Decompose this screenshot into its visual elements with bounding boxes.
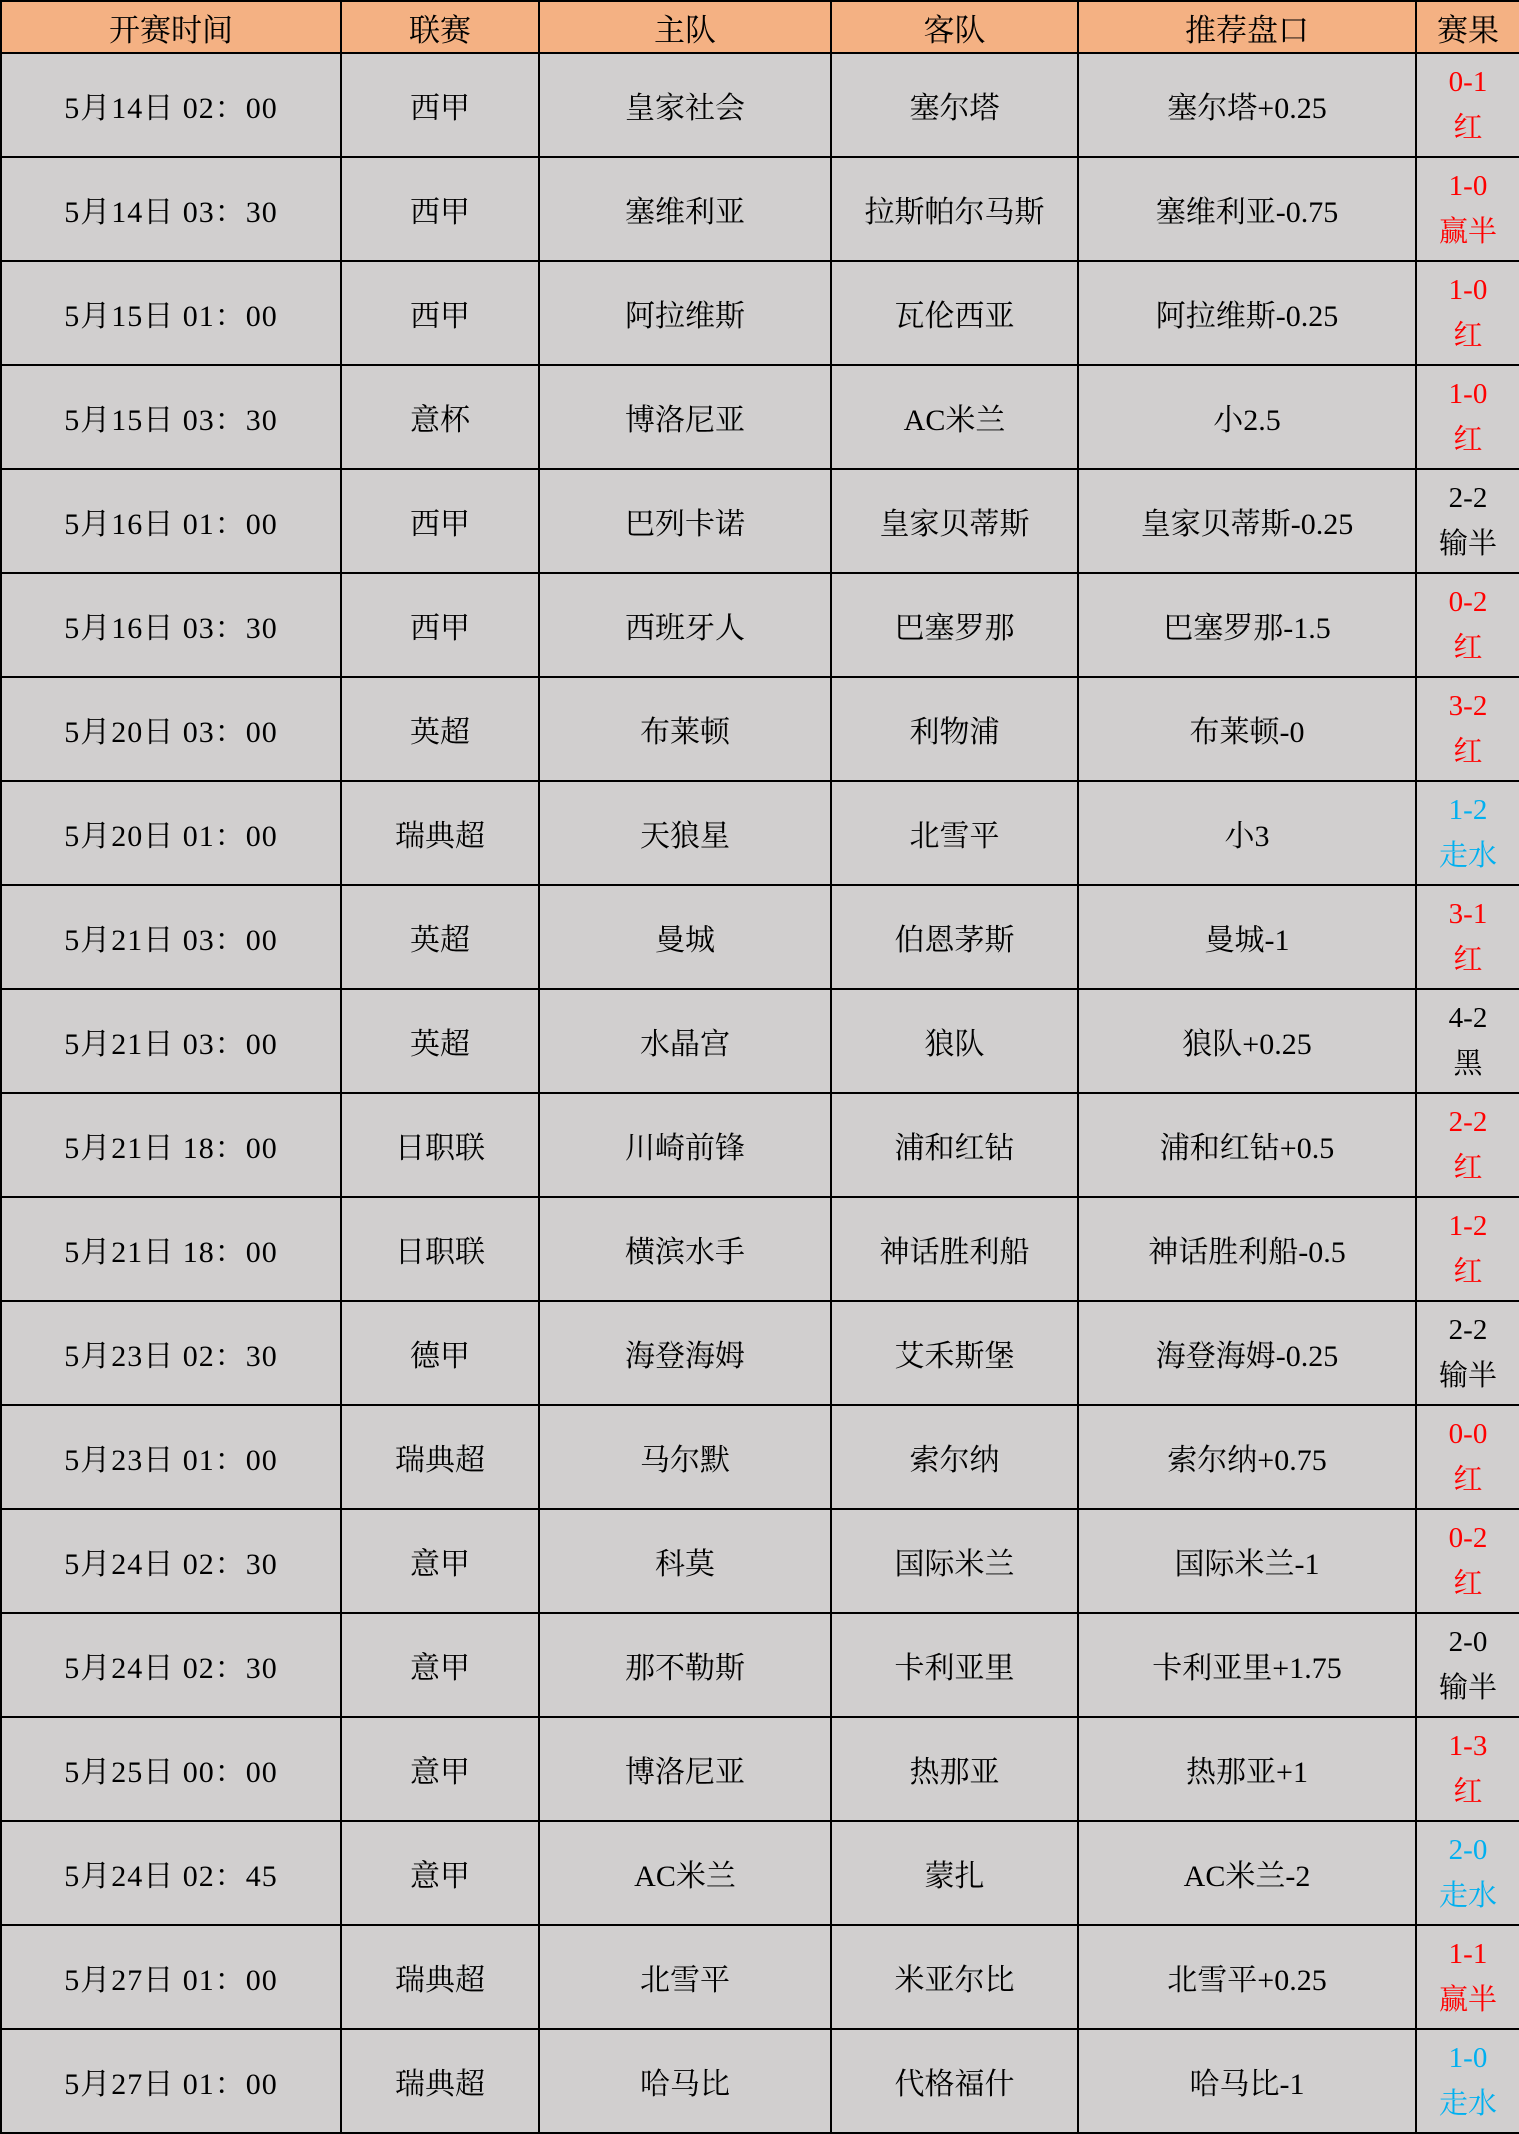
- result-score: 2-0: [1448, 1626, 1488, 1658]
- kickoff-time-cell: 5月21日 03：00: [1, 885, 341, 989]
- match-row: [1, 677, 1519, 781]
- result-verdict: 红: [1453, 736, 1483, 768]
- home-team-cell: 阿拉维斯: [539, 261, 831, 365]
- home-team-cell: 横滨水手: [539, 1197, 831, 1301]
- result-verdict: 红: [1453, 1568, 1483, 1600]
- result-verdict: 红: [1453, 1152, 1483, 1184]
- away-team-cell: 拉斯帕尔马斯: [831, 157, 1078, 261]
- header-away-team: 客队: [831, 1, 1078, 53]
- result-cell: [1416, 781, 1519, 885]
- result-cell: [1416, 1405, 1519, 1509]
- result-score: 2-2: [1448, 482, 1488, 514]
- handicap-cell: 阿拉维斯-0.25: [1078, 261, 1416, 365]
- header-result: 赛果: [1416, 1, 1519, 53]
- handicap-cell: 海登海姆-0.25: [1078, 1301, 1416, 1405]
- match-row: [1, 157, 1519, 261]
- league-cell: 瑞典超: [341, 781, 539, 885]
- match-row: [1, 1717, 1519, 1821]
- handicap-cell: 哈马比-1: [1078, 2029, 1416, 2133]
- result-score: 2-0: [1448, 1834, 1488, 1866]
- result-score: 1-2: [1448, 794, 1488, 826]
- result-score: 0-1: [1448, 66, 1488, 98]
- match-row: [1, 1301, 1519, 1405]
- result-verdict: 红: [1453, 1256, 1483, 1288]
- league-cell: 英超: [341, 677, 539, 781]
- match-row: [1, 573, 1519, 677]
- result-score: 1-1: [1448, 1938, 1488, 1970]
- handicap-cell: 曼城-1: [1078, 885, 1416, 989]
- match-row: [1, 1197, 1519, 1301]
- handicap-cell: 卡利亚里+1.75: [1078, 1613, 1416, 1717]
- away-team-cell: 卡利亚里: [831, 1613, 1078, 1717]
- league-cell: 日职联: [341, 1093, 539, 1197]
- away-team-cell: 蒙扎: [831, 1821, 1078, 1925]
- away-team-cell: 热那亚: [831, 1717, 1078, 1821]
- header-handicap: 推荐盘口: [1078, 1, 1416, 53]
- result-cell: [1416, 677, 1519, 781]
- match-row: [1, 1093, 1519, 1197]
- league-cell: 瑞典超: [341, 1925, 539, 2029]
- result-score: 1-0: [1448, 378, 1488, 410]
- match-row: [1, 781, 1519, 885]
- result-verdict: 红: [1453, 1464, 1483, 1496]
- result-verdict: 红: [1453, 1776, 1483, 1808]
- kickoff-time-cell: 5月27日 01：00: [1, 1925, 341, 2029]
- result-verdict: 走水: [1438, 2088, 1497, 2120]
- kickoff-time-cell: 5月21日 18：00: [1, 1197, 341, 1301]
- result-score: 3-2: [1448, 690, 1488, 722]
- result-cell: [1416, 1509, 1519, 1613]
- result-score: 1-3: [1448, 1730, 1488, 1762]
- kickoff-time-cell: 5月20日 03：00: [1, 677, 341, 781]
- result-cell: [1416, 1925, 1519, 2029]
- result-cell: [1416, 261, 1519, 365]
- home-team-cell: 布莱顿: [539, 677, 831, 781]
- handicap-cell: 小3: [1078, 781, 1416, 885]
- match-row: [1, 1405, 1519, 1509]
- result-score: 0-0: [1448, 1418, 1488, 1450]
- result-score: 0-2: [1448, 1522, 1488, 1554]
- away-team-cell: 北雪平: [831, 781, 1078, 885]
- handicap-cell: 塞尔塔+0.25: [1078, 53, 1416, 157]
- match-row: [1, 1925, 1519, 2029]
- away-team-cell: 狼队: [831, 989, 1078, 1093]
- result-verdict: 输半: [1438, 528, 1497, 560]
- handicap-cell: 布莱顿-0: [1078, 677, 1416, 781]
- result-cell: [1416, 53, 1519, 157]
- league-cell: 西甲: [341, 261, 539, 365]
- home-team-cell: 哈马比: [539, 2029, 831, 2133]
- league-cell: 德甲: [341, 1301, 539, 1405]
- match-row: [1, 885, 1519, 989]
- result-cell: [1416, 365, 1519, 469]
- home-team-cell: 博洛尼亚: [539, 365, 831, 469]
- kickoff-time-cell: 5月27日 01：00: [1, 2029, 341, 2133]
- league-cell: 日职联: [341, 1197, 539, 1301]
- kickoff-time-cell: 5月15日 03：30: [1, 365, 341, 469]
- home-team-cell: 北雪平: [539, 1925, 831, 2029]
- result-verdict: 走水: [1438, 1880, 1497, 1912]
- league-cell: 英超: [341, 885, 539, 989]
- league-cell: 意甲: [341, 1509, 539, 1613]
- away-team-cell: AC米兰: [831, 365, 1078, 469]
- handicap-cell: 国际米兰-1: [1078, 1509, 1416, 1613]
- kickoff-time-cell: 5月14日 03：30: [1, 157, 341, 261]
- result-verdict: 红: [1453, 632, 1483, 664]
- away-team-cell: 皇家贝蒂斯: [831, 469, 1078, 573]
- league-cell: 意甲: [341, 1821, 539, 1925]
- result-verdict: 红: [1453, 944, 1483, 976]
- result-verdict: 红: [1453, 424, 1483, 456]
- result-cell: [1416, 1613, 1519, 1717]
- home-team-cell: 水晶宫: [539, 989, 831, 1093]
- home-team-cell: 曼城: [539, 885, 831, 989]
- kickoff-time-cell: 5月24日 02：45: [1, 1821, 341, 1925]
- result-cell: [1416, 1093, 1519, 1197]
- handicap-cell: 浦和红钻+0.5: [1078, 1093, 1416, 1197]
- league-cell: 英超: [341, 989, 539, 1093]
- header-home-team: 主队: [539, 1, 831, 53]
- league-cell: 西甲: [341, 53, 539, 157]
- home-team-cell: 皇家社会: [539, 53, 831, 157]
- handicap-cell: 小2.5: [1078, 365, 1416, 469]
- match-row: [1, 1613, 1519, 1717]
- kickoff-time-cell: 5月20日 01：00: [1, 781, 341, 885]
- home-team-cell: 博洛尼亚: [539, 1717, 831, 1821]
- handicap-cell: 巴塞罗那-1.5: [1078, 573, 1416, 677]
- result-score: 2-2: [1448, 1314, 1488, 1346]
- match-row: [1, 365, 1519, 469]
- kickoff-time-cell: 5月16日 01：00: [1, 469, 341, 573]
- match-row: [1, 989, 1519, 1093]
- away-team-cell: 代格福什: [831, 2029, 1078, 2133]
- header-league: 联赛: [341, 1, 539, 53]
- match-row: [1, 1821, 1519, 1925]
- result-verdict: 红: [1453, 112, 1483, 144]
- result-cell: [1416, 469, 1519, 573]
- match-row: [1, 1509, 1519, 1613]
- result-score: 3-1: [1448, 898, 1488, 930]
- result-score: 1-0: [1448, 170, 1488, 202]
- away-team-cell: 米亚尔比: [831, 1925, 1078, 2029]
- league-cell: 西甲: [341, 573, 539, 677]
- league-cell: 瑞典超: [341, 1405, 539, 1509]
- away-team-cell: 巴塞罗那: [831, 573, 1078, 677]
- match-row: [1, 53, 1519, 157]
- match-row: [1, 469, 1519, 573]
- kickoff-time-cell: 5月23日 01：00: [1, 1405, 341, 1509]
- home-team-cell: 塞维利亚: [539, 157, 831, 261]
- away-team-cell: 索尔纳: [831, 1405, 1078, 1509]
- home-team-cell: 科莫: [539, 1509, 831, 1613]
- result-score: 1-0: [1448, 274, 1488, 306]
- kickoff-time-cell: 5月14日 02：00: [1, 53, 341, 157]
- result-cell: [1416, 885, 1519, 989]
- result-verdict: 输半: [1438, 1360, 1497, 1392]
- result-cell: [1416, 1821, 1519, 1925]
- handicap-cell: 索尔纳+0.75: [1078, 1405, 1416, 1509]
- kickoff-time-cell: 5月16日 03：30: [1, 573, 341, 677]
- result-score: 2-2: [1448, 1106, 1488, 1138]
- home-team-cell: 川崎前锋: [539, 1093, 831, 1197]
- result-cell: [1416, 573, 1519, 677]
- league-cell: 西甲: [341, 469, 539, 573]
- away-team-cell: 神话胜利船: [831, 1197, 1078, 1301]
- away-team-cell: 伯恩茅斯: [831, 885, 1078, 989]
- result-cell: [1416, 1301, 1519, 1405]
- result-cell: [1416, 1717, 1519, 1821]
- home-team-cell: 马尔默: [539, 1405, 831, 1509]
- header-row: [1, 1, 1519, 53]
- header-kickoff-time: 开赛时间: [1, 1, 341, 53]
- result-verdict: 黑: [1453, 1048, 1483, 1080]
- home-team-cell: 天狼星: [539, 781, 831, 885]
- home-team-cell: 海登海姆: [539, 1301, 831, 1405]
- result-verdict: 走水: [1438, 840, 1497, 872]
- table-header: [1, 1, 1519, 53]
- result-verdict: 赢半: [1438, 216, 1497, 248]
- league-cell: 意甲: [341, 1717, 539, 1821]
- home-team-cell: 那不勒斯: [539, 1613, 831, 1717]
- match-row: [1, 261, 1519, 365]
- kickoff-time-cell: 5月23日 02：30: [1, 1301, 341, 1405]
- handicap-cell: 热那亚+1: [1078, 1717, 1416, 1821]
- kickoff-time-cell: 5月24日 02：30: [1, 1509, 341, 1613]
- handicap-cell: 神话胜利船-0.5: [1078, 1197, 1416, 1301]
- handicap-cell: 塞维利亚-0.75: [1078, 157, 1416, 261]
- result-cell: [1416, 989, 1519, 1093]
- result-verdict: 红: [1453, 320, 1483, 352]
- home-team-cell: AC米兰: [539, 1821, 831, 1925]
- handicap-cell: 北雪平+0.25: [1078, 1925, 1416, 2029]
- handicap-cell: AC米兰-2: [1078, 1821, 1416, 1925]
- kickoff-time-cell: 5月21日 03：00: [1, 989, 341, 1093]
- result-cell: [1416, 1197, 1519, 1301]
- away-team-cell: 国际米兰: [831, 1509, 1078, 1613]
- away-team-cell: 艾禾斯堡: [831, 1301, 1078, 1405]
- handicap-cell: 狼队+0.25: [1078, 989, 1416, 1093]
- result-verdict: 输半: [1438, 1672, 1497, 1704]
- result-verdict: 赢半: [1438, 1984, 1497, 2016]
- away-team-cell: 利物浦: [831, 677, 1078, 781]
- kickoff-time-cell: 5月25日 00：00: [1, 1717, 341, 1821]
- away-team-cell: 浦和红钻: [831, 1093, 1078, 1197]
- result-score: 1-0: [1448, 2042, 1488, 2074]
- result-score: 4-2: [1448, 1002, 1488, 1034]
- kickoff-time-cell: 5月15日 01：00: [1, 261, 341, 365]
- league-cell: 意杯: [341, 365, 539, 469]
- result-cell: [1416, 157, 1519, 261]
- league-cell: 西甲: [341, 157, 539, 261]
- kickoff-time-cell: 5月24日 02：30: [1, 1613, 341, 1717]
- away-team-cell: 瓦伦西亚: [831, 261, 1078, 365]
- league-cell: 瑞典超: [341, 2029, 539, 2133]
- home-team-cell: 西班牙人: [539, 573, 831, 677]
- table-body: [1, 53, 1519, 2133]
- result-cell: [1416, 2029, 1519, 2133]
- away-team-cell: 塞尔塔: [831, 53, 1078, 157]
- league-cell: 意甲: [341, 1613, 539, 1717]
- result-score: 0-2: [1448, 586, 1488, 618]
- kickoff-time-cell: 5月21日 18：00: [1, 1093, 341, 1197]
- result-score: 1-2: [1448, 1210, 1488, 1242]
- handicap-cell: 皇家贝蒂斯-0.25: [1078, 469, 1416, 573]
- match-row: [1, 2029, 1519, 2133]
- home-team-cell: 巴列卡诺: [539, 469, 831, 573]
